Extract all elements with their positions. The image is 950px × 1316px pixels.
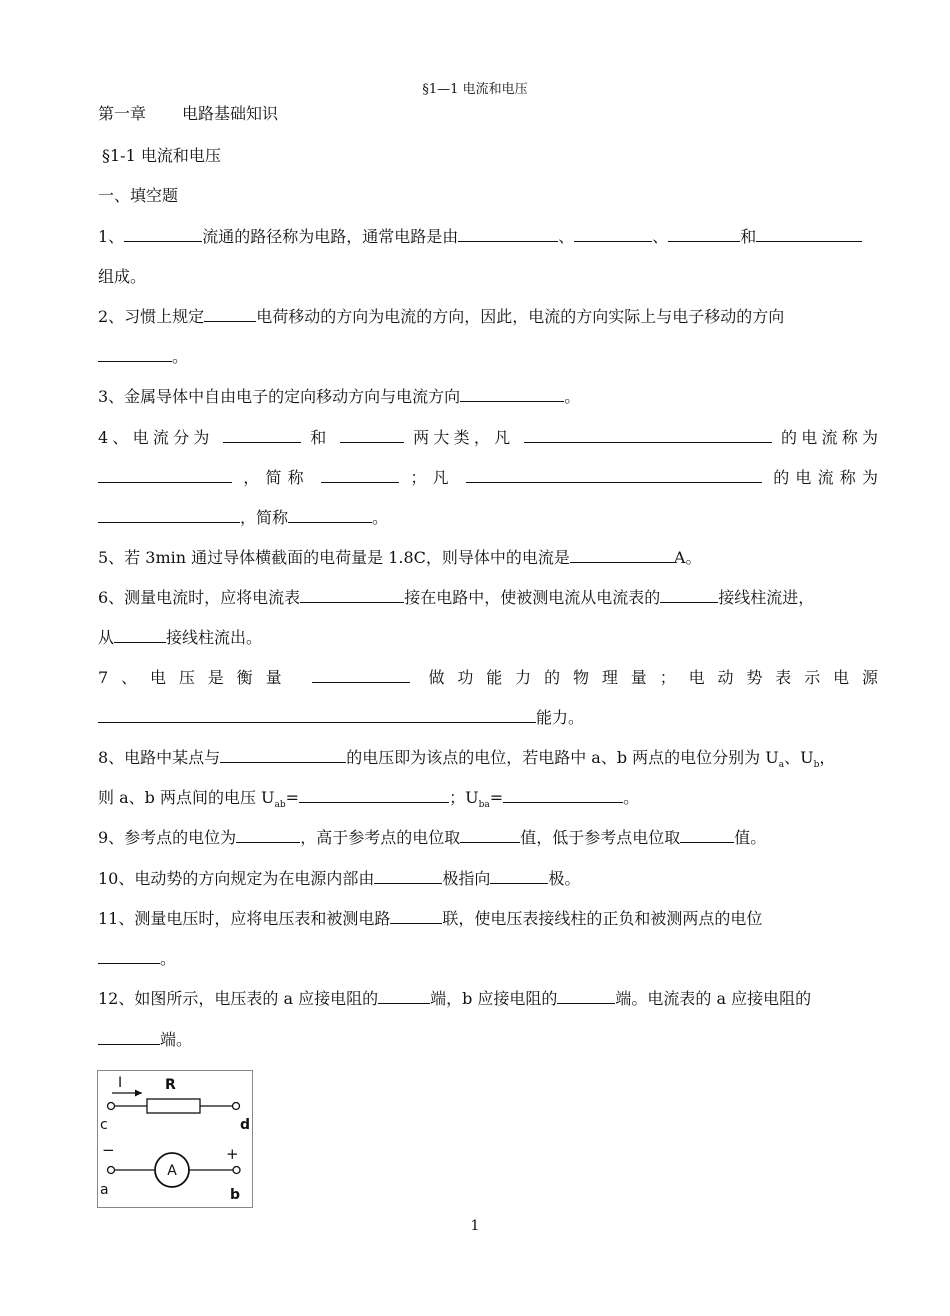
question-6-line-1: 6、测量电流时，应将电流表 接在电路中，使被测电流从电流表的 接线柱流进， bbox=[98, 588, 815, 607]
blank[interactable] bbox=[321, 468, 399, 483]
question-4-line-1: 4、电流分为 和 两大类，凡 的电流称为 bbox=[98, 428, 878, 447]
blank[interactable] bbox=[98, 708, 536, 723]
question-7-line-1: 7、电压是衡量 做功能力的物理量；电动势表示电源 bbox=[98, 668, 878, 687]
blank[interactable] bbox=[124, 227, 202, 242]
chapter-number: 第一章 bbox=[98, 104, 147, 123]
chapter-title: 电路基础知识 bbox=[182, 104, 279, 123]
blank[interactable] bbox=[570, 548, 674, 563]
blank[interactable] bbox=[557, 989, 615, 1004]
section-heading: §1-1 电流和电压 bbox=[102, 146, 221, 165]
circuit-figure bbox=[97, 1070, 253, 1208]
question-11-line-1: 11、测量电压时，应将电压表和被测电路 联，使电压表接线柱的正负和被测两点的电位 bbox=[98, 909, 763, 928]
resistor-icon bbox=[147, 1099, 200, 1113]
blank[interactable] bbox=[236, 828, 300, 843]
terminal-b-icon bbox=[233, 1167, 240, 1174]
terminal-d-icon bbox=[233, 1103, 240, 1110]
blank[interactable] bbox=[223, 428, 301, 443]
question-2-line-2: 。 bbox=[98, 347, 878, 367]
current-label: I bbox=[118, 1075, 123, 1091]
blank[interactable] bbox=[98, 468, 232, 483]
question-3: 3、金属导体中自由电子的定向移动方向与电流方向 。 bbox=[98, 387, 581, 406]
blank[interactable] bbox=[660, 588, 718, 603]
blank[interactable] bbox=[114, 628, 166, 643]
blank[interactable] bbox=[98, 949, 160, 964]
question-4-line-2: ，简称 ；凡 的电流称为 bbox=[98, 468, 878, 488]
circuit-diagram bbox=[98, 1071, 252, 1207]
page-header: §1—1 电流和电压 bbox=[422, 82, 528, 97]
blank[interactable] bbox=[288, 508, 372, 523]
blank[interactable] bbox=[466, 468, 762, 483]
question-2-line-1: 2、习惯上规定 电荷移动的方向为电流的方向，因此，电流的方向实际上与电子移动的方向 bbox=[98, 307, 785, 326]
question-7-line-2: 能力。 bbox=[98, 708, 878, 728]
blank[interactable] bbox=[98, 508, 240, 523]
terminal-c-icon bbox=[108, 1103, 115, 1110]
blank[interactable] bbox=[299, 788, 449, 803]
blank[interactable] bbox=[574, 227, 652, 242]
question-5: 5、若 3min 通过导体横截面的电荷量是 1.8C，则导体中的电流是 A。 bbox=[98, 548, 702, 567]
ammeter-label: A bbox=[167, 1163, 177, 1179]
blank[interactable] bbox=[680, 828, 734, 843]
terminal-b-label: b bbox=[230, 1187, 241, 1203]
question-1-line-1: 1、 流通的路径称为电路，通常电路是由 、 、 和 bbox=[98, 227, 878, 247]
plus-sign: + bbox=[226, 1145, 239, 1163]
question-9: 9、参考点的电位为 ，高于参考点的电位取 值，低于参考点电位取 值。 bbox=[98, 828, 767, 847]
blank[interactable] bbox=[300, 588, 404, 603]
question-6-line-2: 从 接线柱流出。 bbox=[98, 628, 263, 647]
terminal-c-label: c bbox=[100, 1117, 108, 1133]
blank[interactable] bbox=[458, 227, 558, 242]
question-11-line-2: 。 bbox=[98, 949, 878, 969]
blank[interactable] bbox=[340, 428, 404, 443]
blank[interactable] bbox=[503, 788, 623, 803]
blank[interactable] bbox=[204, 307, 256, 322]
terminal-d-label: d bbox=[240, 1117, 251, 1133]
minus-sign: − bbox=[102, 1141, 115, 1159]
blank[interactable] bbox=[98, 1030, 160, 1045]
arrow-head-icon bbox=[135, 1090, 142, 1097]
blank[interactable] bbox=[460, 828, 520, 843]
blank[interactable] bbox=[378, 989, 430, 1004]
question-8-line-2: 则 a、b 两点间的电压 $U_{ab}=$ ；$U_{ba}=$ 。 bbox=[98, 788, 640, 810]
blank[interactable] bbox=[374, 869, 442, 884]
question-4-line-3: ，简称 。 bbox=[98, 508, 878, 528]
question-12-line-2: 端。 bbox=[98, 1030, 878, 1050]
question-8-line-1: 8、电路中某点与 的电压即为该点的电位，若电路中 a、b 两点的电位分别为 $U_a$、$U_b$， bbox=[98, 748, 836, 770]
blank[interactable] bbox=[312, 668, 410, 683]
blank[interactable] bbox=[98, 347, 172, 362]
question-1-line-2: 组成。 bbox=[98, 267, 147, 286]
terminal-a-icon bbox=[108, 1167, 115, 1174]
terminal-a-label: a bbox=[100, 1182, 109, 1198]
page-number: 1 bbox=[470, 1218, 480, 1234]
blank[interactable] bbox=[390, 909, 442, 924]
part-heading: 一、填空题 bbox=[98, 186, 179, 205]
blank[interactable] bbox=[220, 748, 346, 763]
blank[interactable] bbox=[756, 227, 862, 242]
question-12-line-1: 12、如图所示，电压表的 a 应接电阻的 端，b 应接电阻的 端。电流表的 a 应接电阻的 bbox=[98, 989, 812, 1008]
question-10: 10、电动势的方向规定为在电源内部由 极指向 极。 bbox=[98, 869, 581, 888]
chapter-heading bbox=[98, 104, 878, 124]
blank[interactable] bbox=[524, 428, 772, 443]
blank[interactable] bbox=[668, 227, 740, 242]
resistor-label: R bbox=[165, 1077, 176, 1093]
blank[interactable] bbox=[460, 387, 564, 402]
blank[interactable] bbox=[490, 869, 548, 884]
